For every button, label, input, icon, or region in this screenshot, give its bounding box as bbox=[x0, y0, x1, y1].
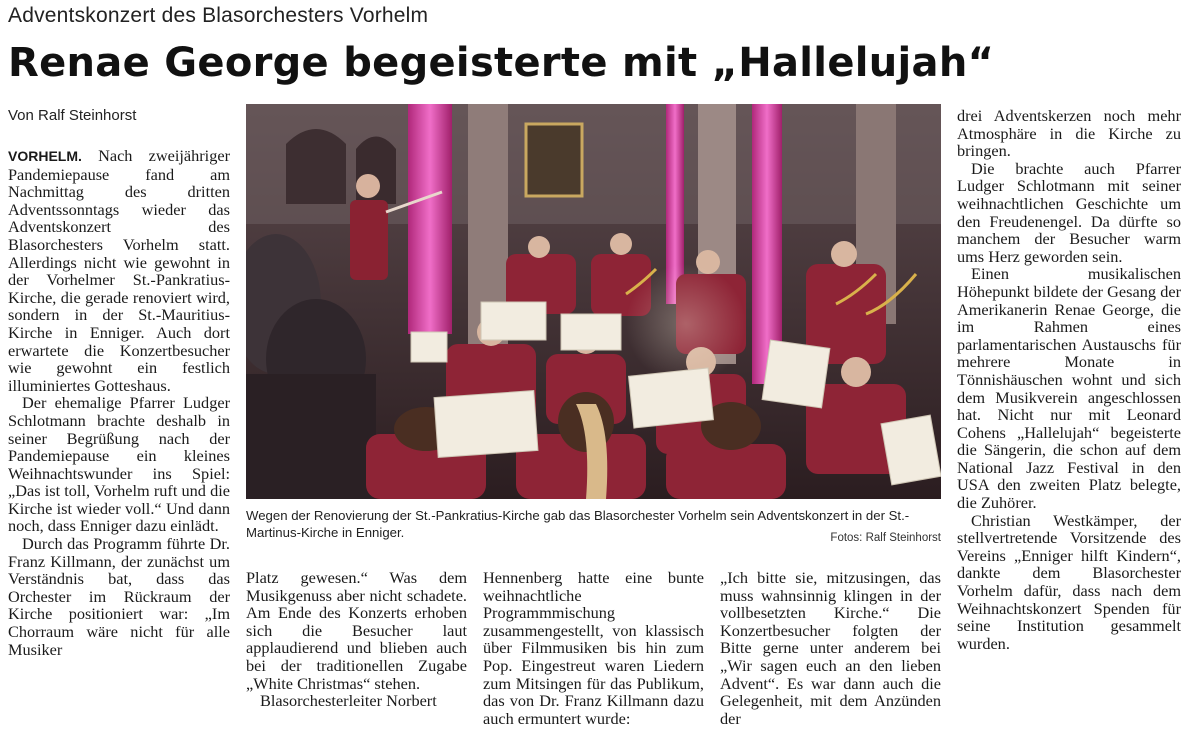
paragraph: Christian Westkämper, der stellvertretende Vorsitzende des Vereins „Enniger hilft Kindern“, dankte dem Blasorchester Vorhelm dafür, dass nach dem Weihnachtskonzert Spenden für seine Institution gesammelt wurden. bbox=[957, 510, 1181, 653]
paragraph: Platz gewesen.“ Was dem Musikgenuss aber nicht schadete. Am Ende des Konzerts erhoben sich die Besucher laut applaudierend und blieben auch bei der traditionellen Zugabe „White Christmas“ stehen. bbox=[246, 568, 467, 693]
paragraph-text: Nach zweijähriger Pandemiepause fand am Nachmittag des dritten Adventssonntags wieder das Adventskonzert des Blasorchesters Vorhelm statt. Allerdings nicht wie gewohnt in der Vorhelmer St.-Pankratius-Kirche, die gerade renoviert wird, sondern in der St.-Mauritius-Kirche in Enniger. Auch dort erwartete die Konzertbesucher wie gewohnt ein festlich illuminiertes Gotteshaus. bbox=[8, 146, 230, 395]
paragraph: drei Adventskerzen noch mehr Atmosphäre in die Kirche zu bringen. bbox=[957, 106, 1181, 161]
photo-credit: Fotos: Ralf Steinhorst bbox=[830, 532, 941, 544]
paragraph bbox=[8, 147, 230, 394]
article-byline: Von Ralf Steinhorst bbox=[8, 107, 137, 124]
article-column-4 bbox=[720, 569, 941, 727]
paragraph: Der ehemalige Pfarrer Ludger Schlotmann brachte deshalb in seiner Begrüßung nach der Pandemiepause ein kleines Weihnachtswunder ins Spiel: „Das ist toll, Vorhelm ruft und die Kirche ist wieder voll.“ Und dann noch, dass Enniger dazu einlädt. bbox=[8, 393, 230, 536]
paragraph: Durch das Programm führte Dr. Franz Killmann, der zunächst um Verständnis bat, dass das Orchester im Rückraum der Kirche positioniert war: „Im Chorraum wäre nicht für alle Musiker bbox=[8, 534, 230, 659]
article-kicker: Adventskonzert des Blasorchesters Vorhelm bbox=[8, 4, 429, 27]
paragraph: Einen musikalischen Höhepunkt bildete der Gesang der Amerikanerin Renae George, die im Rahmen eines parlamentarischen Austauschs für mehrere Monate in Tönnishäuschen wohnt und sich dem Musikverein angeschlossen hat. Nicht nur mit Leonard Cohens „Hallelujah“ begeisterte die Sängerin, die schon auf dem National Jazz Festival in den USA den zweiten Platz belegte, die Zuhörer. bbox=[957, 264, 1181, 513]
article-column-5 bbox=[957, 107, 1181, 652]
article-column-1 bbox=[8, 147, 230, 658]
article-headline: Renae George begeisterte mit „Hallelujah“ bbox=[8, 40, 995, 86]
article-column-2 bbox=[246, 569, 467, 710]
paragraph: Hennenberg hatte eine bunte weihnachtliche Programmmischung zusammengestellt, von klassisch über Filmmusiken bis hin zum Pop. Eingestreut waren Liedern zum Mitsingen für das Publikum, das von Dr. Franz Killmann dazu auch ermuntert wurde: bbox=[483, 568, 704, 728]
paragraph: „Ich bitte sie, mitzusingen, das muss wahnsinnig klingen in der vollbesetzten Kirche.“ Die Konzertbesucher folgten der Bitte gerne unter anderem bei „Wir sagen euch an den lieben Advent“. Es war dann auch die Gelegenheit, mit dem Anzünden der bbox=[720, 568, 941, 728]
article-column-3 bbox=[483, 569, 704, 727]
dateline: VORHELM. bbox=[8, 148, 82, 164]
paragraph: Die brachte auch Pfarrer Ludger Schlotmann mit seiner weihnachtlichen Geschichte um den Freudenengel. Da dürfte so manchem der Besucher warm ums Herz geworden sein. bbox=[957, 158, 1181, 266]
photo-caption: Wegen der Renovierung der St.-Pankratius-Kirche gab das Blasorchester Vorhelm sein Adventskonzert in der St.-Martinus-Kirche in Enniger. bbox=[246, 508, 910, 540]
paragraph: Blasorchesterleiter Norbert bbox=[260, 691, 437, 711]
concert-photo bbox=[246, 104, 941, 499]
